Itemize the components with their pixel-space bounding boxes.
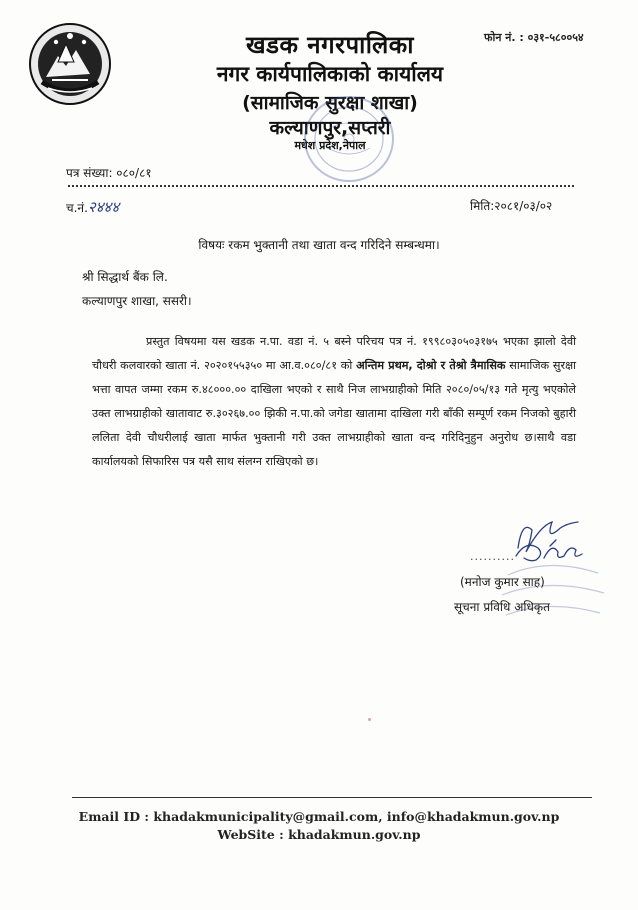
separator-dotted-line xyxy=(68,185,574,187)
municipality-name: खडक नगरपालिका xyxy=(246,31,414,59)
body-text-part2: सामाजिक सुरक्षा भत्ता वापत जम्मा रकम रु.४८०००.०० दाखिला भएको र साथै निज लाभग्राहीको मिति २०८०/०५/१३ गते मृत्यु भएकोले उक्त लाभग्राहीको खातावाट रु.३०२६७.०० झिकी न.पा.को जगेडा खातामा दाखिला गरी बाँकी सम्पूर्ण रकम निजको बुहारी ललिता देवी चौधरीलाई खाता मार्फत भुक्तानी गरी उक्त लाभग्राहीको खाता वन्द गरिदिनुहुन अनुरोध छ।साथै वडा कार्यालयको सिफारिस पत्र यसै साथ संलग्न राखिएको छ। xyxy=(92,359,576,468)
dispatch-number-label: च.नं. xyxy=(66,201,88,215)
section-name: (सामाजिक सुरक्षा शाखा) xyxy=(242,92,418,114)
letter-body xyxy=(92,330,576,474)
signatory-name: (मनोज कुमार साह) xyxy=(460,575,545,589)
footer-divider xyxy=(72,797,592,798)
footer-website: WebSite : khadakmun.gov.np xyxy=(217,827,421,842)
signature-dotted-line: .......... xyxy=(470,550,515,563)
reference-number: पत्र संख्या: ०८०/८१ xyxy=(66,166,152,180)
addressee-branch: कल्याणपुर शाखा, ससरी। xyxy=(82,294,192,308)
body-text-part1: प्रस्तुत विषयमा यस खडक न.पा. वडा नं. ५ बस्ने परिचय पत्र नं. १९९८०३०५०३१७५ भएका झालो देवी चौधरी कलवारको खाता नं. २०२०१५५३५० मा आ.व.०८०/८१ को xyxy=(92,335,576,372)
government-emblem-icon xyxy=(28,22,112,106)
dispatch-number-value: २४४४ xyxy=(87,198,120,216)
signatory-title: सूचना प्रविधि अधिकृत xyxy=(454,600,550,614)
office-name: नगर कार्यपालिकाको कार्यालय xyxy=(216,62,444,86)
dispatch-number xyxy=(66,197,119,217)
paper-speck xyxy=(368,718,371,721)
phone-number: फोन नं. : ०३१-५८००५४ xyxy=(484,31,584,44)
letter-subject: विषयः रकम भुक्तानी तथा खाता वन्द गरिदिने सम्बन्धमा। xyxy=(198,238,440,252)
office-location: कल्याणपुर,सप्तरी xyxy=(269,117,391,139)
footer-email: Email ID : khadakmunicipality@gmail.com, info@khadakmun.gov.np xyxy=(78,809,560,824)
addressee-bank: श्री सिद्धार्थ बैंक लि. xyxy=(82,270,168,284)
letter-date: मिति:२०८१/०३/०२ xyxy=(470,199,553,213)
province-line: मधेश प्रदेश,नेपाल xyxy=(294,139,366,152)
body-text-bold: अन्तिम प्रथम, दोश्रो र तेश्रो त्रैमासिक xyxy=(356,359,506,372)
